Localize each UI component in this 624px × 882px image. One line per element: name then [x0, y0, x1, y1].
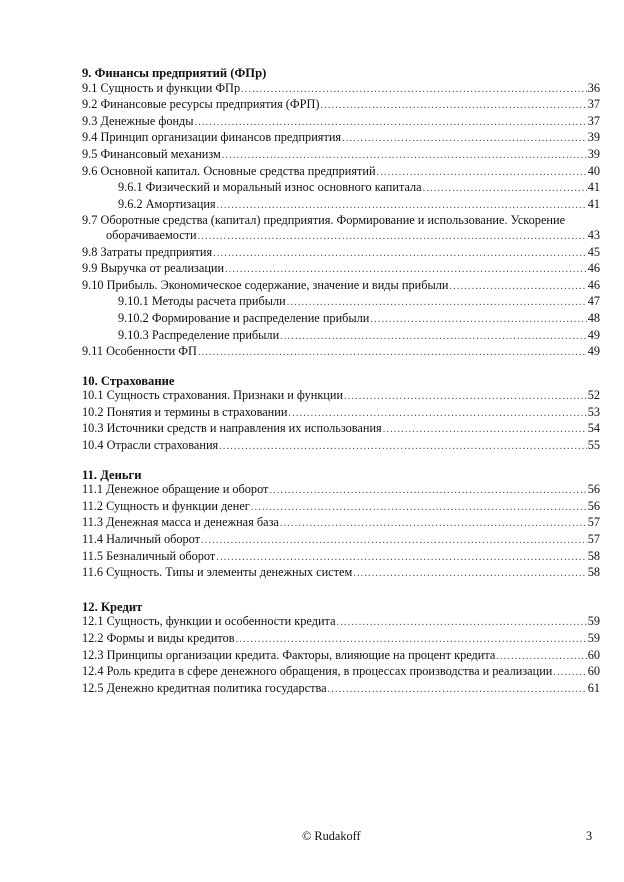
toc-entry[interactable] [82, 81, 600, 98]
entry-page: 41 [587, 180, 600, 195]
entry-page: 37 [587, 113, 600, 128]
toc-entry[interactable] [82, 681, 600, 698]
dot-leader [496, 650, 586, 665]
dot-leader [219, 440, 587, 455]
entry-page: 57 [587, 515, 600, 530]
section-heading: 9. Финансы предприятий (ФПр) [82, 66, 267, 80]
toc-entry[interactable] [82, 549, 600, 566]
entry-title: 11.6 Сущность. Типы и элементы денежных систем [82, 565, 353, 580]
entry-title: 9.10.2 Формирование и распределение прибыли [118, 310, 370, 325]
entry-page: 49 [587, 327, 600, 342]
entry-title: 9.6.1 Физический и моральный износ основного капитала [118, 180, 422, 195]
section-heading: 11. Деньги [82, 467, 142, 482]
dot-leader [217, 199, 587, 214]
dot-leader [287, 296, 587, 311]
dot-leader [280, 330, 587, 345]
page-number: 3 [586, 829, 593, 843]
toc-entry[interactable] [82, 261, 600, 278]
entry-page: 53 [587, 404, 600, 419]
entry-title: 9.6 Основной капитал. Основные средства предприятий [82, 163, 376, 178]
entry-page: 56 [587, 498, 600, 513]
entry-title: 9.1 Сущность и функции ФПр [82, 80, 241, 95]
entry-page: 36 [587, 80, 600, 95]
entry-page: 46 [587, 277, 600, 292]
entry-title: 9.3 Денежные фонды [82, 113, 194, 128]
toc-entry[interactable] [82, 421, 600, 438]
entry-page: 55 [587, 438, 600, 453]
dot-leader [320, 99, 586, 114]
toc-entry[interactable] [82, 114, 600, 131]
toc-entry[interactable] [82, 614, 600, 631]
entry-title: 11.5 Безналичный оборот [82, 548, 216, 563]
dot-leader [342, 132, 587, 147]
entry-page: 48 [587, 310, 600, 325]
dot-leader [198, 346, 587, 361]
dot-leader [370, 313, 586, 328]
entry-page: 41 [587, 196, 600, 211]
toc-entry[interactable] [82, 631, 600, 648]
entry-title: 12.5 Денежно кредитная политика государства [82, 680, 327, 695]
entry-page: 43 [587, 227, 600, 242]
entry-title: 9.9 Выручка от реализации [82, 261, 225, 276]
entry-title: 12.2 Формы и виды кредитов [82, 631, 235, 645]
entry-page: 57 [587, 532, 600, 547]
entry-title: 9.10 Прибыль. Экономическое содержание, значение и виды прибыли [82, 277, 449, 292]
entry-page: 39 [587, 146, 600, 161]
dot-leader [222, 149, 587, 164]
entry-title: 9.8 Затраты предприятия [82, 244, 213, 259]
entry-page: 40 [587, 163, 600, 178]
toc-subentry[interactable] [82, 180, 600, 197]
toc-entry[interactable] [82, 648, 600, 665]
toc-section [82, 600, 600, 698]
toc-entry[interactable] [82, 515, 600, 532]
entry-title: 9.6.2 Амортизация [118, 196, 216, 211]
entry-title: 12.3 Принципы организации кредита. Факторы, влияющие на процент кредита [82, 647, 496, 662]
entry-page: 47 [587, 294, 600, 309]
toc-entry[interactable] [82, 664, 600, 681]
dot-leader [269, 484, 586, 499]
dot-leader [383, 423, 587, 438]
table-of-contents [82, 66, 600, 710]
dot-leader [225, 263, 587, 278]
entry-title: 10.2 Понятия и термины в страховании [82, 404, 288, 419]
dot-leader [198, 230, 587, 245]
toc-entry[interactable] [82, 164, 600, 181]
section-heading: 10. Страхование [82, 373, 175, 388]
toc-entry[interactable] [82, 213, 600, 244]
dot-leader [353, 567, 586, 582]
entry-page: 61 [587, 680, 600, 695]
entry-title: 9.7 Оборотные средства (капитал) предприятия. Формирование и использование. Ускорение [82, 213, 566, 228]
dot-leader [449, 280, 586, 295]
dot-leader [213, 247, 587, 262]
toc-entry[interactable] [82, 278, 600, 295]
toc-entry[interactable] [82, 482, 600, 499]
entry-title: 11.4 Наличный оборот [82, 532, 201, 547]
entry-page: 49 [587, 344, 600, 359]
dot-leader [216, 551, 586, 566]
entry-page: 46 [587, 261, 600, 276]
toc-subentry[interactable] [82, 294, 600, 311]
section-heading: 12. Кредит [82, 599, 143, 614]
entry-title: 10.4 Отрасли страхования [82, 438, 219, 453]
toc-subentry[interactable] [82, 311, 600, 328]
dot-leader [344, 390, 587, 405]
entry-title: 12.1 Сущность, функции и особенности кредита [82, 614, 336, 629]
dot-leader [328, 683, 587, 698]
entry-title: 9.2 Финансовые ресурсы предприятия (ФРП) [82, 97, 320, 112]
dot-leader [553, 666, 586, 681]
dot-leader [337, 616, 587, 631]
toc-section [82, 66, 600, 361]
toc-entry[interactable] [82, 565, 600, 582]
toc-entry[interactable] [82, 405, 600, 422]
dot-leader [195, 116, 587, 131]
entry-page: 52 [587, 388, 600, 403]
entry-title: 11.1 Денежное обращение и оборот [82, 482, 269, 497]
toc-entry[interactable] [82, 532, 600, 549]
entry-title: 9.5 Финансовый механизм [82, 146, 221, 161]
entry-page: 56 [587, 482, 600, 497]
toc-entry[interactable] [82, 344, 600, 361]
toc-section [82, 468, 600, 582]
entry-title: 9.11 Особенности ФП [82, 344, 197, 359]
dot-leader [241, 83, 587, 98]
entry-title: 9.4 Принцип организации финансов предприятия [82, 130, 342, 145]
entry-page: 37 [587, 97, 600, 112]
dot-leader [377, 166, 587, 181]
entry-title: 11.2 Сущность и функции денег [82, 498, 250, 513]
entry-page: 60 [587, 647, 600, 662]
toc-entry[interactable] [82, 438, 600, 455]
toc-subentry[interactable] [82, 328, 600, 345]
dot-leader [201, 534, 587, 549]
copyright-text: © Rudakoff [302, 829, 361, 843]
entry-page: 54 [587, 421, 600, 436]
toc-entry[interactable] [82, 499, 600, 516]
entry-page: 59 [587, 614, 600, 629]
dot-leader [280, 517, 587, 532]
entry-page: 60 [587, 664, 600, 679]
entry-title: 11.3 Денежная масса и денежная база [82, 515, 279, 530]
dot-leader [288, 407, 586, 422]
dot-leader [251, 501, 587, 516]
dot-leader [423, 182, 587, 197]
entry-page: 45 [587, 244, 600, 259]
toc-entry[interactable] [82, 130, 600, 147]
toc-subentry[interactable] [82, 197, 600, 214]
entry-page: 39 [587, 130, 600, 145]
entry-title: 10.3 Источники средств и направления их использования [82, 421, 382, 436]
entry-title: 10.1 Сущность страхования. Признаки и функции [82, 388, 344, 403]
entry-title-continued: оборачиваемости [106, 227, 197, 242]
entry-page: 59 [587, 631, 600, 645]
entry-page: 58 [587, 548, 600, 563]
dot-leader [236, 633, 587, 648]
entry-title: 9.10.3 Распределение прибыли [118, 327, 280, 342]
entry-title: 9.10.1 Методы расчета прибыли [118, 294, 286, 309]
entry-title: 12.4 Роль кредита в сфере денежного обращения, в процессах производства и реализации [82, 664, 553, 679]
toc-entry[interactable] [82, 245, 600, 262]
entry-page: 58 [587, 565, 600, 580]
toc-entry[interactable] [82, 97, 600, 114]
toc-entry[interactable] [82, 388, 600, 405]
toc-section [82, 374, 600, 455]
toc-entry[interactable] [82, 147, 600, 164]
